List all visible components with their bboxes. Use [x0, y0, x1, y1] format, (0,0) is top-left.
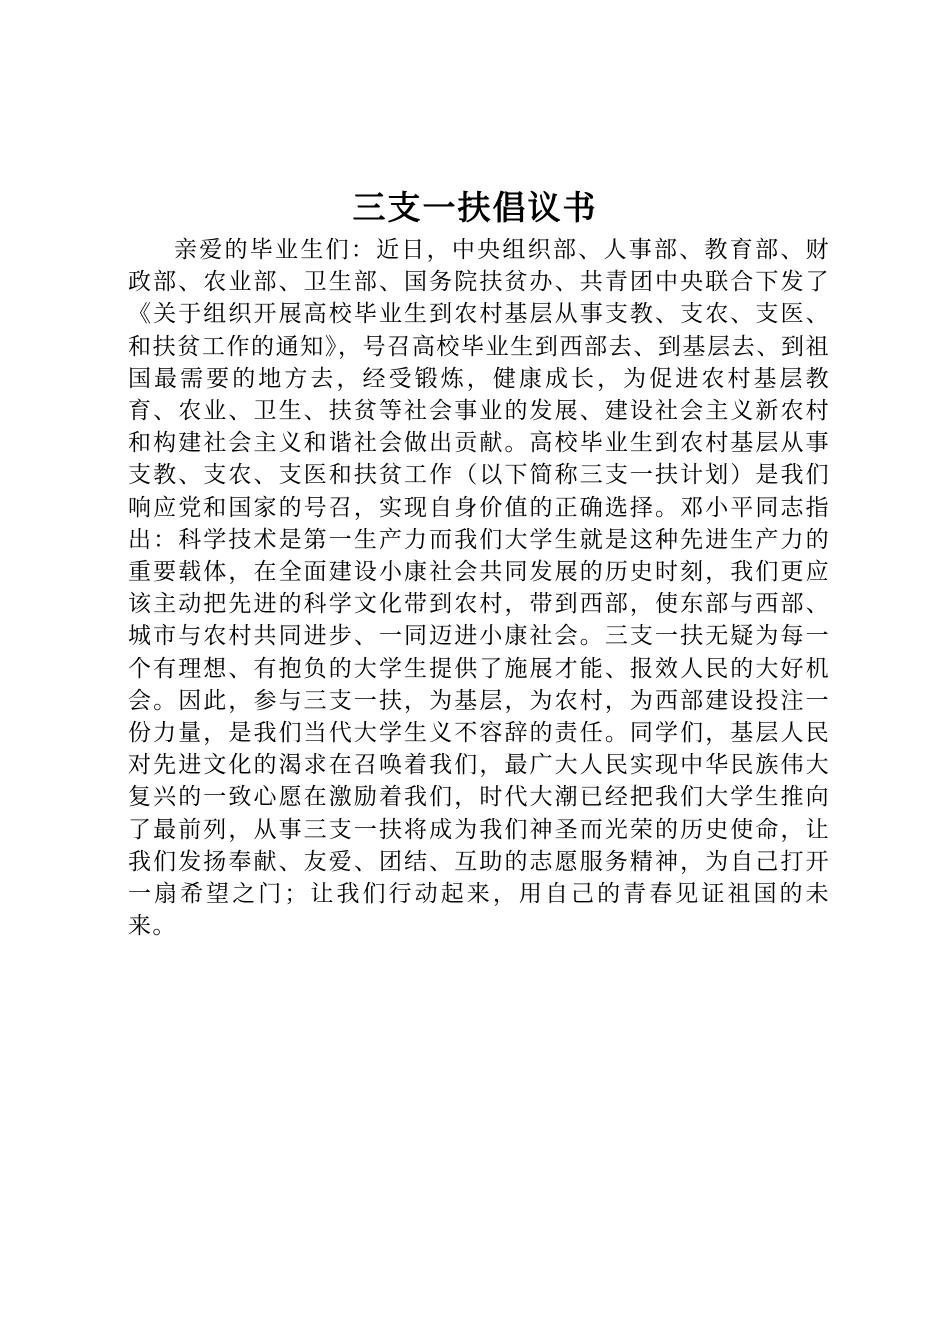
document-title: 三支一扶倡议书 [352, 188, 598, 227]
document-body-paragraph: 亲爱的毕业生们：近日，中央组织部、人事部、教育部、财政部、农业部、卫生部、国务院扶贫办、共青团中央联合下发了《关于组织开展高校毕业生到农村基层从事支教、支农、支医、和扶贫工作的通知》，号召高校毕业生到西部去、到基层去、到祖国最需要的地方去，经受锻炼，健康成长，为促进农村基层教育、农业、卫生、扶贫等社会事业的发展、建设社会主义新农村和构建社会主义和谐社会做出贡献。高校毕业生到农村基层从事支教、支农、支医和扶贫工作（以下简称三支一扶计划）是我们响应党和国家的号召，实现自身价值的正确选择。邓小平同志指出：科学技术是第一生产力而我们大学生就是这种先进生产力的重要载体，在全面建设小康社会共同发展的历史时刻，我们更应该主动把先进的科学文化带到农村，带到西部，使东部与西部、城市与农村共同进步、一同迈进小康社会。三支一扶无疑为每一个有理想、有抱负的大学生提供了施展才能、报效人民的大好机会。因此，参与三支一扶，为基层，为农村，为西部建设投注一份力量，是我们当代大学生义不容辞的责任。同学们，基层人民对先进文化的渴求在召唤着我们，最广大人民实现中华民族伟大复兴的一致心愿在激励着我们，时代大潮已经把我们大学生推向了最前列，从事三支一扶将成为我们神圣而光荣的历史使命，让我们发扬奉献、友爱、团结、互助的志愿服务精神，为自己打开一扇希望之门；让我们行动起来，用自己的青春见证祖国的未来。 [128, 237, 830, 940]
